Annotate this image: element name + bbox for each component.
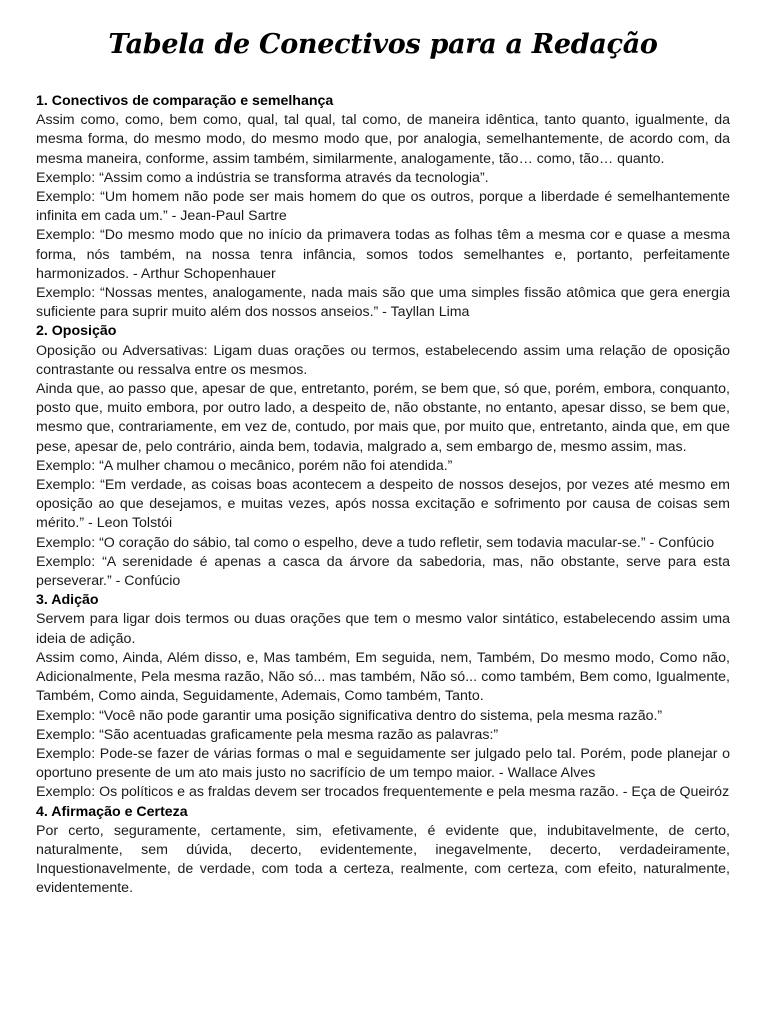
paragraph: Ainda que, ao passo que, apesar de que, entretanto, porém, se bem que, só que, porém, embora, conquanto, posto que, muito embora, por outro lado, a despeito de, não obstante, no entanto, apesar disso, se bem que, mesmo que, contrariamente, em vez de, contudo, por mais que, por muito que, entretanto, ainda que, em que pese, apesar de, pelo contrário, ainda bem, todavia, malgrado a, sem embargo de, mesmo assim, mas. [36, 381, 730, 455]
paragraph: Por certo, seguramente, certamente, sim, efetivamente, é evidente que, indubitavelmente, de certo, naturalmente, sem dúvida, decerto, evidentemente, inegavelmente, decerto, verdadeiramente, Inquestionavelmente, de verdade, com toda a certeza, realmente, com certeza, com efeito, naturalmente, evidentemente. [36, 822, 730, 897]
section-opposition [36, 322, 730, 591]
paragraph: Oposição ou Adversativas: Ligam duas orações ou termos, estabelecendo assim uma relação de oposição contrastante ou ressalva entre os mesmos. [36, 342, 730, 378]
example: Exemplo: “Você não pode garantir uma posição significativa dentro do sistema, pela mesma razão.” [36, 707, 663, 724]
paragraph: Assim como, como, bem como, qual, tal qual, tal como, de maneira idêntica, tanto quanto, igualmente, da mesma forma, do mesmo modo, do mesmo modo que, por analogia, semelhantemente, de acordo com, da mesma maneira, conforme, assim também, similarmente, analogamente, tão… como, tão… quanto. [36, 112, 730, 167]
example: Exemplo: “Nossas mentes, analogamente, nada mais são que uma simples fissão atômica que gera energia suficiente para suprir muito além dos nossos anseios.” - Tayllan Lima [36, 285, 730, 321]
section-heading: 4. Afirmação e Certeza [36, 803, 188, 820]
paragraph: Servem para ligar dois termos ou duas orações que tem o mesmo valor sintático, estabelecendo assim uma ideia de adição. [36, 611, 730, 647]
example: Exemplo: “O coração do sábio, tal como o espelho, deve a tudo refletir, sem todavia macular-se.” - Confúcio [36, 534, 715, 551]
example: Exemplo: “A mulher chamou o mecânico, porém não foi atendida.” [36, 457, 453, 474]
document-page [36, 28, 730, 899]
page-title: Tabela de Conectivos para a Redação [108, 29, 658, 60]
example: Exemplo: “Em verdade, as coisas boas acontecem a despeito de nossos desejos, por vezes até mesmo em oposição ao que desejamos, e muitas vezes, após nossa excitação e sofrimento por causa de coisas sem mérito.” - Leon Tolstói [36, 477, 730, 532]
example: Exemplo: “Um homem não pode ser mais homem do que os outros, porque a liberdade é semelhantemente infinita em cada um.” - Jean-Paul Sartre [36, 189, 730, 225]
section-heading: 1. Conectivos de comparação e semelhança [36, 93, 334, 109]
section-comparison [36, 92, 730, 322]
section-heading: 2. Oposição [36, 323, 117, 340]
paragraph: Assim como, Ainda, Além disso, e, Mas também, Em seguida, nem, Também, Do mesmo modo, Como não, Adicionalmente, Pela mesma razão, Não só... mas também, Não só... como também, Bem como, Igualmente, Também, Como ainda, Seguidamente, Ademais, Como também, Tanto. [36, 649, 730, 705]
section-addition [36, 591, 730, 802]
example: Exemplo: “Assim como a indústria se transforma através da tecnologia”. [36, 169, 489, 186]
example: Exemplo: Pode-se fazer de várias formas o mal e seguidamente ser julgado pelo tal. Porém, pode planejar o oportuno presente de um ato mais justo no sacrifício de um tempo maior. - Wallace Alves [36, 745, 730, 782]
example: Exemplo: “Do mesmo modo que no início da primavera todas as folhas têm a mesma cor e quase a mesma forma, nós também, na nossa tenra infância, somos todos semelhantes e, portanto, perfeitamente harmonizados. - Arthur Schopenhauer [36, 227, 730, 282]
section-affirmation [36, 803, 730, 899]
example: Exemplo: Os políticos e as fraldas devem ser trocados frequentemente e pela mesma razão. - Eça de Queiróz [36, 784, 730, 801]
example: Exemplo: “A serenidade é apenas a casca da árvore da sabedoria, mas, não obstante, serve para esta perseverar.” - Confúcio [36, 553, 730, 590]
section-heading: 3. Adição [36, 592, 99, 609]
example: Exemplo: “São acentuadas graficamente pela mesma razão as palavras:” [36, 726, 499, 743]
